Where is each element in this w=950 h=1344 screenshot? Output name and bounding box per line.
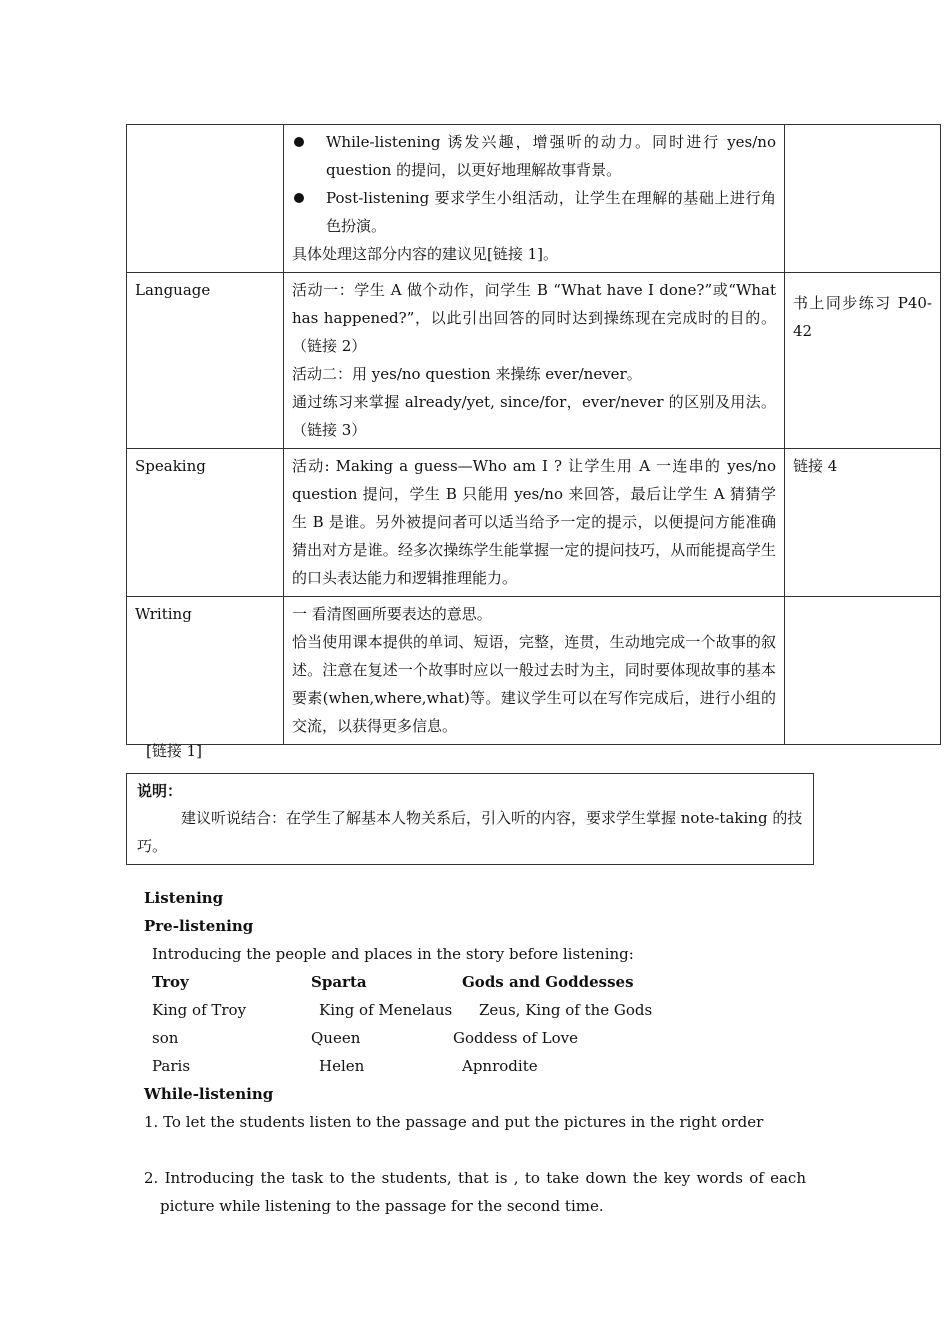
table-cell-note: 链接 4 — [785, 449, 941, 597]
list-item-text: 2. Introducing the task to the students, that is , to take down the key words of each picture while listening to the passage for the second time. — [144, 1169, 806, 1215]
bullet-icon — [294, 137, 304, 147]
link-heading: [链接 1] — [146, 742, 203, 760]
pre-listening-heading: Pre-listening — [144, 917, 254, 935]
cell-text: 一 看清图画所要表达的意思。 — [292, 605, 492, 623]
note-box — [126, 773, 814, 865]
table-cell: Apnrodite — [462, 1057, 538, 1075]
table-cell-note — [785, 125, 941, 273]
note-text: 建议听说结合：在学生了解基本人物关系后，引入听的内容，要求学生掌握 note-taking 的技巧。 — [137, 809, 803, 855]
while-listening-heading: While-listening — [144, 1085, 274, 1103]
cell-text: 活动一：学生 A 做个动作，问学生 B “What have I done?”或“What has happened?”，以此引出回答的同时达到操练现在完成时的目的。（链接 2） — [292, 281, 776, 355]
list-item: 1. To let the students listen to the passage and put the pictures in the right order — [144, 1113, 764, 1131]
cell-text: 通过练习来掌握 already/yet, since/for，ever/never 的区别及用法。 （链接 3） — [292, 393, 776, 439]
cell-text: 恰当使用课本提供的单词、短语，完整，连贯，生动地完成一个故事的叙述。注意在复述一个故事时应以一般过去时为主，同时要体现故事的基本要素(when,where,what)等。建议学生可以在写作完成后，进行小组的交流，以获得更多信息。 — [292, 633, 776, 735]
table-cell-label — [127, 125, 284, 273]
table-row — [127, 449, 941, 597]
bullet-icon — [294, 193, 304, 203]
table-cell: King of Troy — [152, 1001, 247, 1019]
listening-heading: Listening — [144, 889, 224, 907]
table-cell-label: Language — [127, 273, 284, 449]
table-row — [127, 125, 941, 273]
bullet-text: While-listening 诱发兴趣，增强听的动力。同时进行 yes/no question 的提问，以更好地理解故事背景。 — [326, 133, 776, 179]
bullet-text: Post-listening 要求学生小组活动，让学生在理解的基础上进行角色扮演。 — [326, 189, 776, 235]
table-cell-label: Speaking — [127, 449, 284, 597]
cell-text: 具体处理这部分内容的建议见[链接 1]。 — [292, 245, 559, 263]
bullet-item — [292, 184, 776, 240]
bullet-item — [292, 128, 776, 184]
column-header: Sparta — [311, 973, 367, 991]
table-cell: son — [152, 1029, 179, 1047]
table-cell: Paris — [152, 1057, 191, 1075]
lesson-plan-table — [126, 124, 941, 745]
table-cell-label: Writing — [127, 597, 284, 745]
table-row — [127, 597, 941, 745]
table-cell-note — [785, 597, 941, 745]
column-header: Gods and Goddesses — [462, 973, 634, 991]
table-cell: Helen — [319, 1057, 365, 1075]
table-cell-note: 书上同步练习 P40-42 — [785, 273, 941, 449]
cell-text: 活动二：用 yes/no question 来操练 ever/never。 — [292, 365, 642, 383]
intro-text: Introducing the people and places in the story before listening: — [152, 945, 634, 963]
table-cell: Goddess of Love — [453, 1029, 578, 1047]
table-cell: Zeus, King of the Gods — [479, 1001, 653, 1019]
table-cell: Queen — [311, 1029, 361, 1047]
table-row — [127, 273, 941, 449]
table-cell: King of Menelaus — [319, 1001, 453, 1019]
list-item — [144, 1164, 806, 1220]
table-cell-content — [284, 125, 785, 273]
table-cell-content — [284, 273, 785, 449]
table-cell-content: 活动: Making a guess—Who am I ? 让学生用 A 一连串的 yes/no question 提问，学生 B 只能用 yes/no 来回答，最后让学生 A 猜猜学生 B 是谁。另外被提问者可以适当给予一定的提示，以便提问方能准确猜出对方是谁。经多次操练学生能掌握一定的提问技巧，从而能提高学生的口头表达能力和逻辑推理能力。 — [284, 449, 785, 597]
column-header: Troy — [152, 973, 189, 991]
table-cell-content — [284, 597, 785, 745]
note-title: 说明： — [137, 782, 183, 800]
